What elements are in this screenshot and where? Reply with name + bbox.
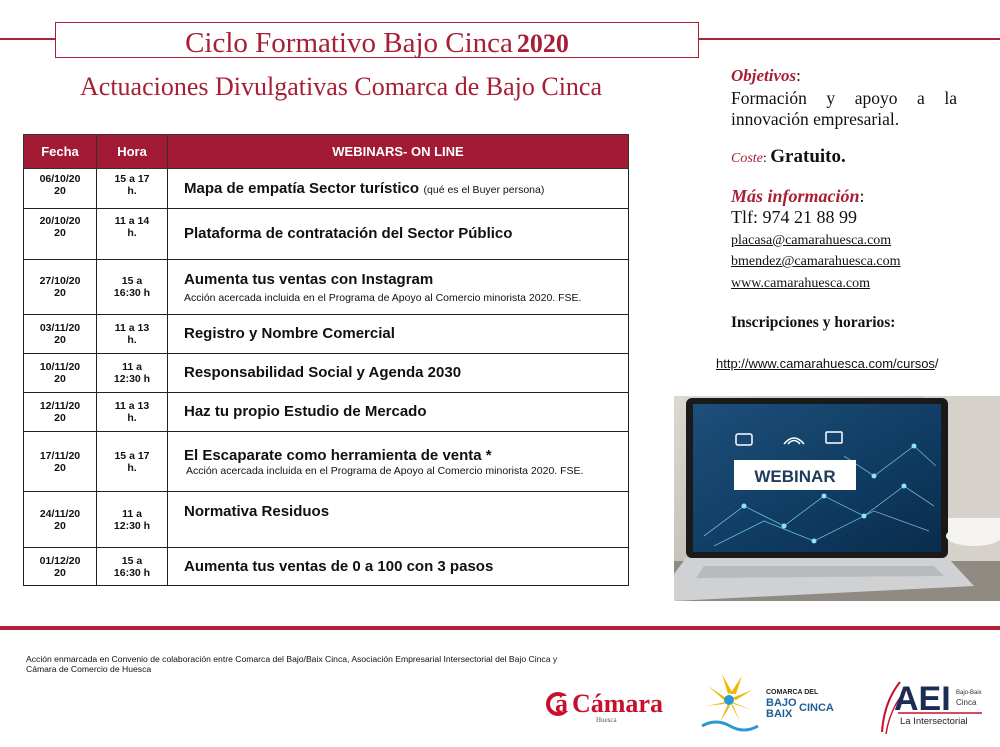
- webinar-screen-text: WEBINAR: [754, 467, 836, 486]
- title-box: [55, 22, 699, 58]
- row-time: [97, 260, 168, 315]
- table-row: [24, 492, 629, 548]
- phone-number: Tlf: 974 21 88 99: [731, 207, 857, 227]
- aei-intersectorial-logo: [874, 672, 986, 747]
- row-topic: [168, 209, 629, 260]
- topic-title: Plataforma de contratación del Sector Público: [184, 225, 513, 242]
- header-hora: Hora: [97, 135, 168, 169]
- coste-label: Coste: [731, 151, 763, 166]
- webinar-laptop-photo: [674, 396, 1000, 601]
- camara-logo-text: Cámara: [572, 689, 663, 718]
- row-topic: [168, 315, 629, 354]
- aei-logo-side2: Cinca: [956, 698, 977, 707]
- row-date: [24, 492, 97, 548]
- row-time: [97, 209, 168, 260]
- comarca-logo-line1: COMARCA DEL: [766, 689, 819, 696]
- row-time: [97, 354, 168, 393]
- schedule-table: [23, 134, 629, 586]
- top-rule-left: [0, 38, 55, 40]
- time-text: 15 a 16:30 h: [113, 275, 151, 299]
- objetivos-line1: Formación y apoyo a la: [731, 88, 957, 108]
- table-row: [24, 393, 629, 432]
- page-subtitle: Actuaciones Divulgativas Comarca de Bajo Cinca: [80, 72, 603, 101]
- topic-title: Aumenta tus ventas con Instagram: [184, 270, 434, 288]
- date-text: 06/10/20 20: [39, 172, 81, 197]
- row-date: [24, 209, 97, 260]
- date-text: 17/11/20 20: [39, 449, 81, 474]
- time-text: 11 a 14 h.: [114, 215, 150, 239]
- time-text: 11 a 12:30 h: [113, 361, 151, 385]
- laptop-illustration: [674, 396, 1000, 601]
- row-date: [24, 548, 97, 586]
- row-topic: [168, 548, 629, 586]
- row-date: [24, 354, 97, 393]
- row-date: [24, 315, 97, 354]
- table-row: [24, 354, 629, 393]
- date-text: 10/11/20 20: [39, 361, 81, 385]
- row-topic: [168, 169, 629, 209]
- row-topic: [168, 354, 629, 393]
- row-time: [97, 492, 168, 548]
- page-title-year: 2020: [516, 29, 569, 58]
- topic-title: El Escaparate como herramienta de venta *: [184, 446, 492, 464]
- topic-title: Responsabilidad Social y Agenda 2030: [184, 364, 462, 381]
- row-topic: [168, 260, 629, 315]
- date-text: 24/11/20 20: [39, 507, 81, 532]
- table-row: [24, 315, 629, 354]
- time-text: 11 a 13 h.: [114, 400, 150, 424]
- inscripciones-heading: Inscripciones y horarios:: [731, 314, 896, 331]
- row-time: [97, 393, 168, 432]
- date-text: 03/11/20 20: [39, 322, 81, 346]
- website-link[interactable]: www.camarahuesca.com: [731, 276, 871, 291]
- camara-logo-mark: [544, 684, 679, 728]
- row-topic: [168, 432, 629, 492]
- courses-link[interactable]: http://www.camarahuesca.com/cursos: [716, 356, 935, 371]
- row-topic: [168, 393, 629, 432]
- date-text: 12/11/20 20: [39, 400, 81, 424]
- row-date: [24, 432, 97, 492]
- date-text: 01/12/20 20: [39, 554, 81, 579]
- topic-subnote: Acción acercada incluida en el Programa de Apoyo al Comercio minorista 2020. FSE.: [186, 464, 584, 477]
- comarca-logo-mark: [698, 672, 858, 732]
- row-time: [97, 432, 168, 492]
- time-text: 15 a 17 h.: [114, 172, 150, 197]
- objetivos-heading: Objetivos:: [731, 66, 801, 85]
- page-title: Ciclo Formativo Bajo Cinca: [185, 27, 513, 59]
- header-fecha: Fecha: [24, 135, 97, 169]
- row-date: [24, 169, 97, 209]
- bottom-rule: [0, 626, 1000, 630]
- comarca-logo-line2: BAJO: [766, 697, 797, 709]
- camara-huesca-logo: [544, 684, 679, 733]
- topic-title: Haz tu propio Estudio de Mercado: [184, 403, 427, 420]
- aei-logo-side1: Bajo-Baix: [956, 690, 982, 696]
- header-webinars: WEBINARS- ON LINE: [168, 135, 629, 169]
- camara-logo-sub: Huesca: [596, 716, 617, 724]
- courses-url: http://www.camarahuesca.com/cursos/: [716, 356, 939, 371]
- date-text: 27/10/20 20: [39, 275, 81, 299]
- aei-logo-mark: [874, 672, 986, 742]
- row-time: [97, 315, 168, 354]
- row-date: [24, 393, 97, 432]
- table-row: [24, 209, 629, 260]
- topic-subnote: Acción acercada incluida en el Programa de Apoyo al Comercio minorista 2020. FSE.: [184, 291, 582, 304]
- comarca-bajo-cinca-logo: [698, 672, 858, 737]
- mas-info-label: Más información: [731, 186, 860, 206]
- table-header-row: [24, 135, 629, 169]
- time-text: 15 a 16:30 h: [113, 554, 151, 579]
- aei-logo-text: AEI: [894, 680, 951, 718]
- time-text: 11 a 12:30 h: [113, 507, 151, 532]
- aei-logo-sub: La Intersectorial: [900, 716, 968, 727]
- time-text: 15 a 17 h.: [114, 449, 150, 474]
- coste-line: Coste: Gratuito.: [731, 146, 846, 167]
- table-row: [24, 260, 629, 315]
- footer-note: Acción enmarcada en Convenio de colaboración entre Comarca del Bajo/Baix Cinca, Asociación Empresarial Intersectorial del Bajo Cinca y Cámara de Comercio de Huesca: [26, 654, 558, 674]
- topic-title: Aumenta tus ventas de 0 a 100 con 3 pasos: [184, 557, 494, 575]
- row-date: [24, 260, 97, 315]
- row-time: [97, 548, 168, 586]
- topic-title: Registro y Nombre Comercial: [184, 325, 395, 342]
- objetivos-line2: innovación empresarial.: [731, 109, 900, 129]
- objetivos-label: Objetivos: [731, 66, 797, 85]
- mas-info-heading: Más información:: [731, 186, 865, 206]
- topic-title: Mapa de empatía Sector turístico: [184, 179, 420, 197]
- email-link-bmendez[interactable]: bmendez@camarahuesca.com: [731, 254, 901, 269]
- email-link-placasa[interactable]: placasa@camarahuesca.com: [731, 233, 892, 248]
- date-text: 20/10/20 20: [39, 215, 81, 239]
- top-rule-right: [697, 38, 1000, 40]
- comarca-logo-line4: CINCA: [799, 702, 834, 714]
- row-topic: [168, 492, 629, 548]
- svg-text:á: á: [555, 689, 568, 718]
- topic-note: (qué es el Buyer persona): [423, 183, 545, 196]
- table-row: [24, 169, 629, 209]
- row-time: [97, 169, 168, 209]
- comarca-logo-line3: BAIX: [766, 708, 793, 720]
- topic-title: Normativa Residuos: [184, 502, 330, 520]
- table-row: [24, 548, 629, 586]
- time-text: 11 a 13 h.: [114, 322, 150, 346]
- table-row: [24, 432, 629, 492]
- coste-value: Gratuito.: [770, 146, 846, 167]
